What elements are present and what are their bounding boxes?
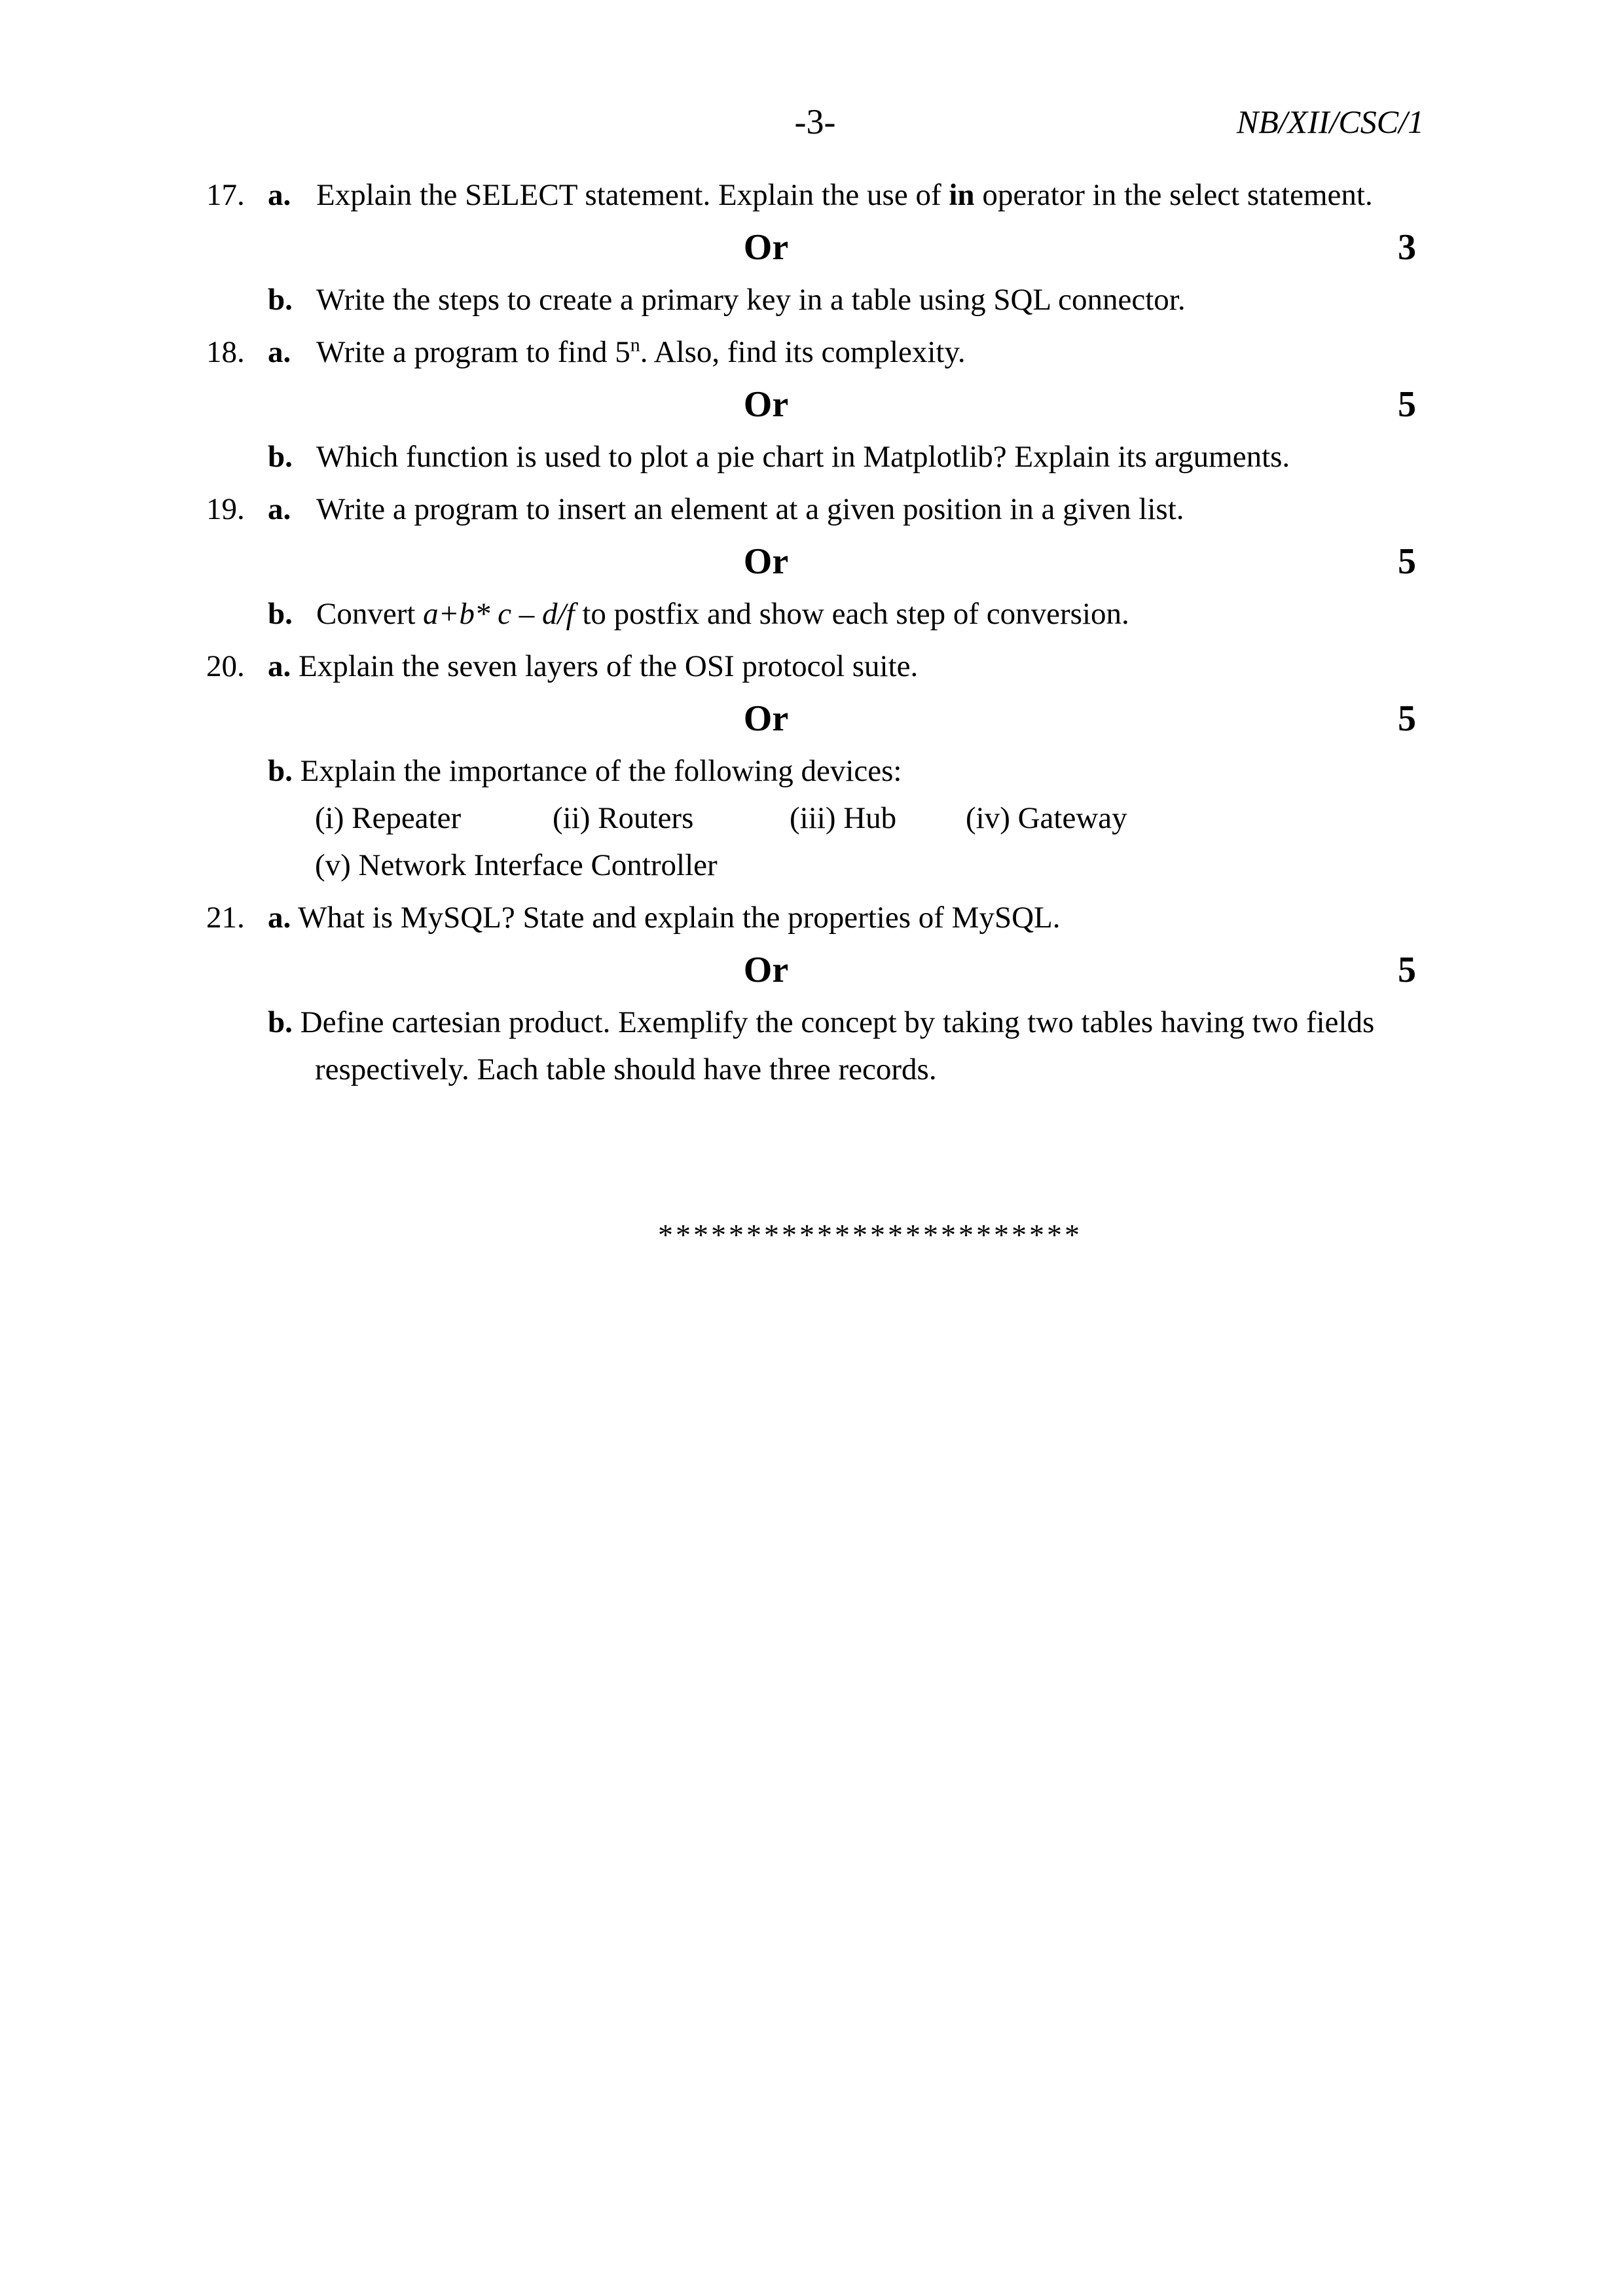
superscript-run: n bbox=[630, 334, 640, 356]
spacer bbox=[268, 1211, 316, 1259]
question-21b bbox=[206, 999, 1424, 1093]
question-number bbox=[206, 433, 268, 480]
part-label: a. bbox=[268, 492, 291, 526]
question-number: 19. bbox=[206, 492, 245, 526]
marks-value: 5 bbox=[1398, 384, 1416, 425]
question-text: Write the steps to create a primary key in a table using SQL connector. bbox=[316, 283, 1186, 317]
marks-value: 5 bbox=[1398, 698, 1416, 739]
part-label: b. bbox=[268, 597, 293, 631]
bold-run: in bbox=[949, 178, 975, 212]
part-label: a. bbox=[268, 335, 291, 369]
part-label: b. bbox=[268, 754, 293, 788]
marks-value: 3 bbox=[1398, 227, 1416, 268]
or-label: Or bbox=[743, 698, 789, 739]
part-label: b. bbox=[268, 1005, 293, 1039]
question-text bbox=[316, 171, 1403, 219]
text-run: . Also, find its complexity. bbox=[640, 335, 966, 369]
question-17b bbox=[206, 276, 1424, 323]
question-text bbox=[316, 590, 1403, 637]
text-run: operator in the select statement. bbox=[974, 178, 1373, 212]
question-18a bbox=[206, 329, 1424, 376]
device-item: (iv) Gateway bbox=[966, 801, 1127, 835]
question-number bbox=[206, 747, 268, 889]
part-label: a. bbox=[268, 901, 291, 935]
question-number: 20. bbox=[206, 649, 245, 683]
page-header bbox=[206, 98, 1424, 145]
text-run: Write a program to find 5 bbox=[316, 335, 630, 369]
question-number: 21. bbox=[206, 901, 245, 935]
question-number: 17. bbox=[206, 178, 245, 212]
part-label: b. bbox=[268, 283, 293, 317]
or-row-20 bbox=[206, 695, 1424, 742]
question-text bbox=[268, 747, 1402, 889]
question-text: Which function is used to plot a pie chart in Matplotlib? Explain its arguments. bbox=[316, 440, 1290, 474]
question-number bbox=[206, 276, 268, 323]
device-item: (i) Repeater bbox=[315, 801, 462, 835]
question-text bbox=[268, 894, 1402, 941]
question-20b bbox=[206, 747, 1424, 889]
question-text bbox=[268, 643, 1402, 690]
question-19a bbox=[206, 486, 1424, 533]
or-label: Or bbox=[743, 384, 789, 425]
marks-value: 5 bbox=[1398, 541, 1416, 582]
question-19b bbox=[206, 590, 1424, 637]
question-21a bbox=[206, 894, 1424, 941]
device-list-row-2 bbox=[315, 842, 1402, 889]
device-item: (v) Network Interface Controller bbox=[315, 848, 718, 882]
spacer bbox=[206, 1211, 268, 1259]
text-run: Explain the SELECT statement. Explain the use of bbox=[316, 178, 949, 212]
text-run: Convert bbox=[316, 597, 424, 631]
question-18b bbox=[206, 433, 1424, 480]
page-number: -3- bbox=[794, 102, 836, 141]
question-20a bbox=[206, 643, 1424, 690]
paper-code: NB/XII/CSC/1 bbox=[1236, 103, 1424, 140]
question-text bbox=[268, 999, 1402, 1093]
footer-row bbox=[206, 1211, 1424, 1259]
text-run: Explain the importance of the following devices: bbox=[300, 754, 902, 788]
part-label: b. bbox=[268, 440, 293, 474]
part-label: a. bbox=[268, 178, 291, 212]
or-label: Or bbox=[743, 541, 789, 582]
marks-value: 5 bbox=[1398, 950, 1416, 990]
question-number bbox=[206, 590, 268, 637]
or-row-17 bbox=[206, 224, 1424, 271]
or-label: Or bbox=[743, 950, 789, 990]
question-number: 18. bbox=[206, 335, 245, 369]
question-text: Write a program to insert an element at a given position in a given list. bbox=[316, 492, 1184, 526]
math-expression: a+b* c – d/f bbox=[423, 597, 575, 631]
text-run: Define cartesian product. Exemplify the concept by taking two tables having two fields respectively. Each table should have three records. bbox=[300, 1005, 1375, 1086]
device-item: (iii) Hub bbox=[790, 801, 897, 835]
question-17a bbox=[206, 171, 1424, 219]
end-of-paper-stars: ************************ bbox=[658, 1218, 1082, 1251]
part-label: a. bbox=[268, 649, 291, 683]
text-run: Explain the seven layers of the OSI protocol suite. bbox=[299, 649, 919, 683]
question-number bbox=[206, 999, 268, 1093]
device-list-row-1 bbox=[315, 795, 1402, 842]
device-item: (ii) Routers bbox=[553, 801, 694, 835]
text-run: to postfix and show each step of conversion. bbox=[574, 597, 1129, 631]
or-row-18 bbox=[206, 381, 1424, 428]
or-row-21 bbox=[206, 946, 1424, 994]
question-text bbox=[316, 329, 1403, 376]
or-label: Or bbox=[743, 227, 789, 268]
or-row-19 bbox=[206, 538, 1424, 585]
text-run: What is MySQL? State and explain the properties of MySQL. bbox=[298, 901, 1061, 935]
